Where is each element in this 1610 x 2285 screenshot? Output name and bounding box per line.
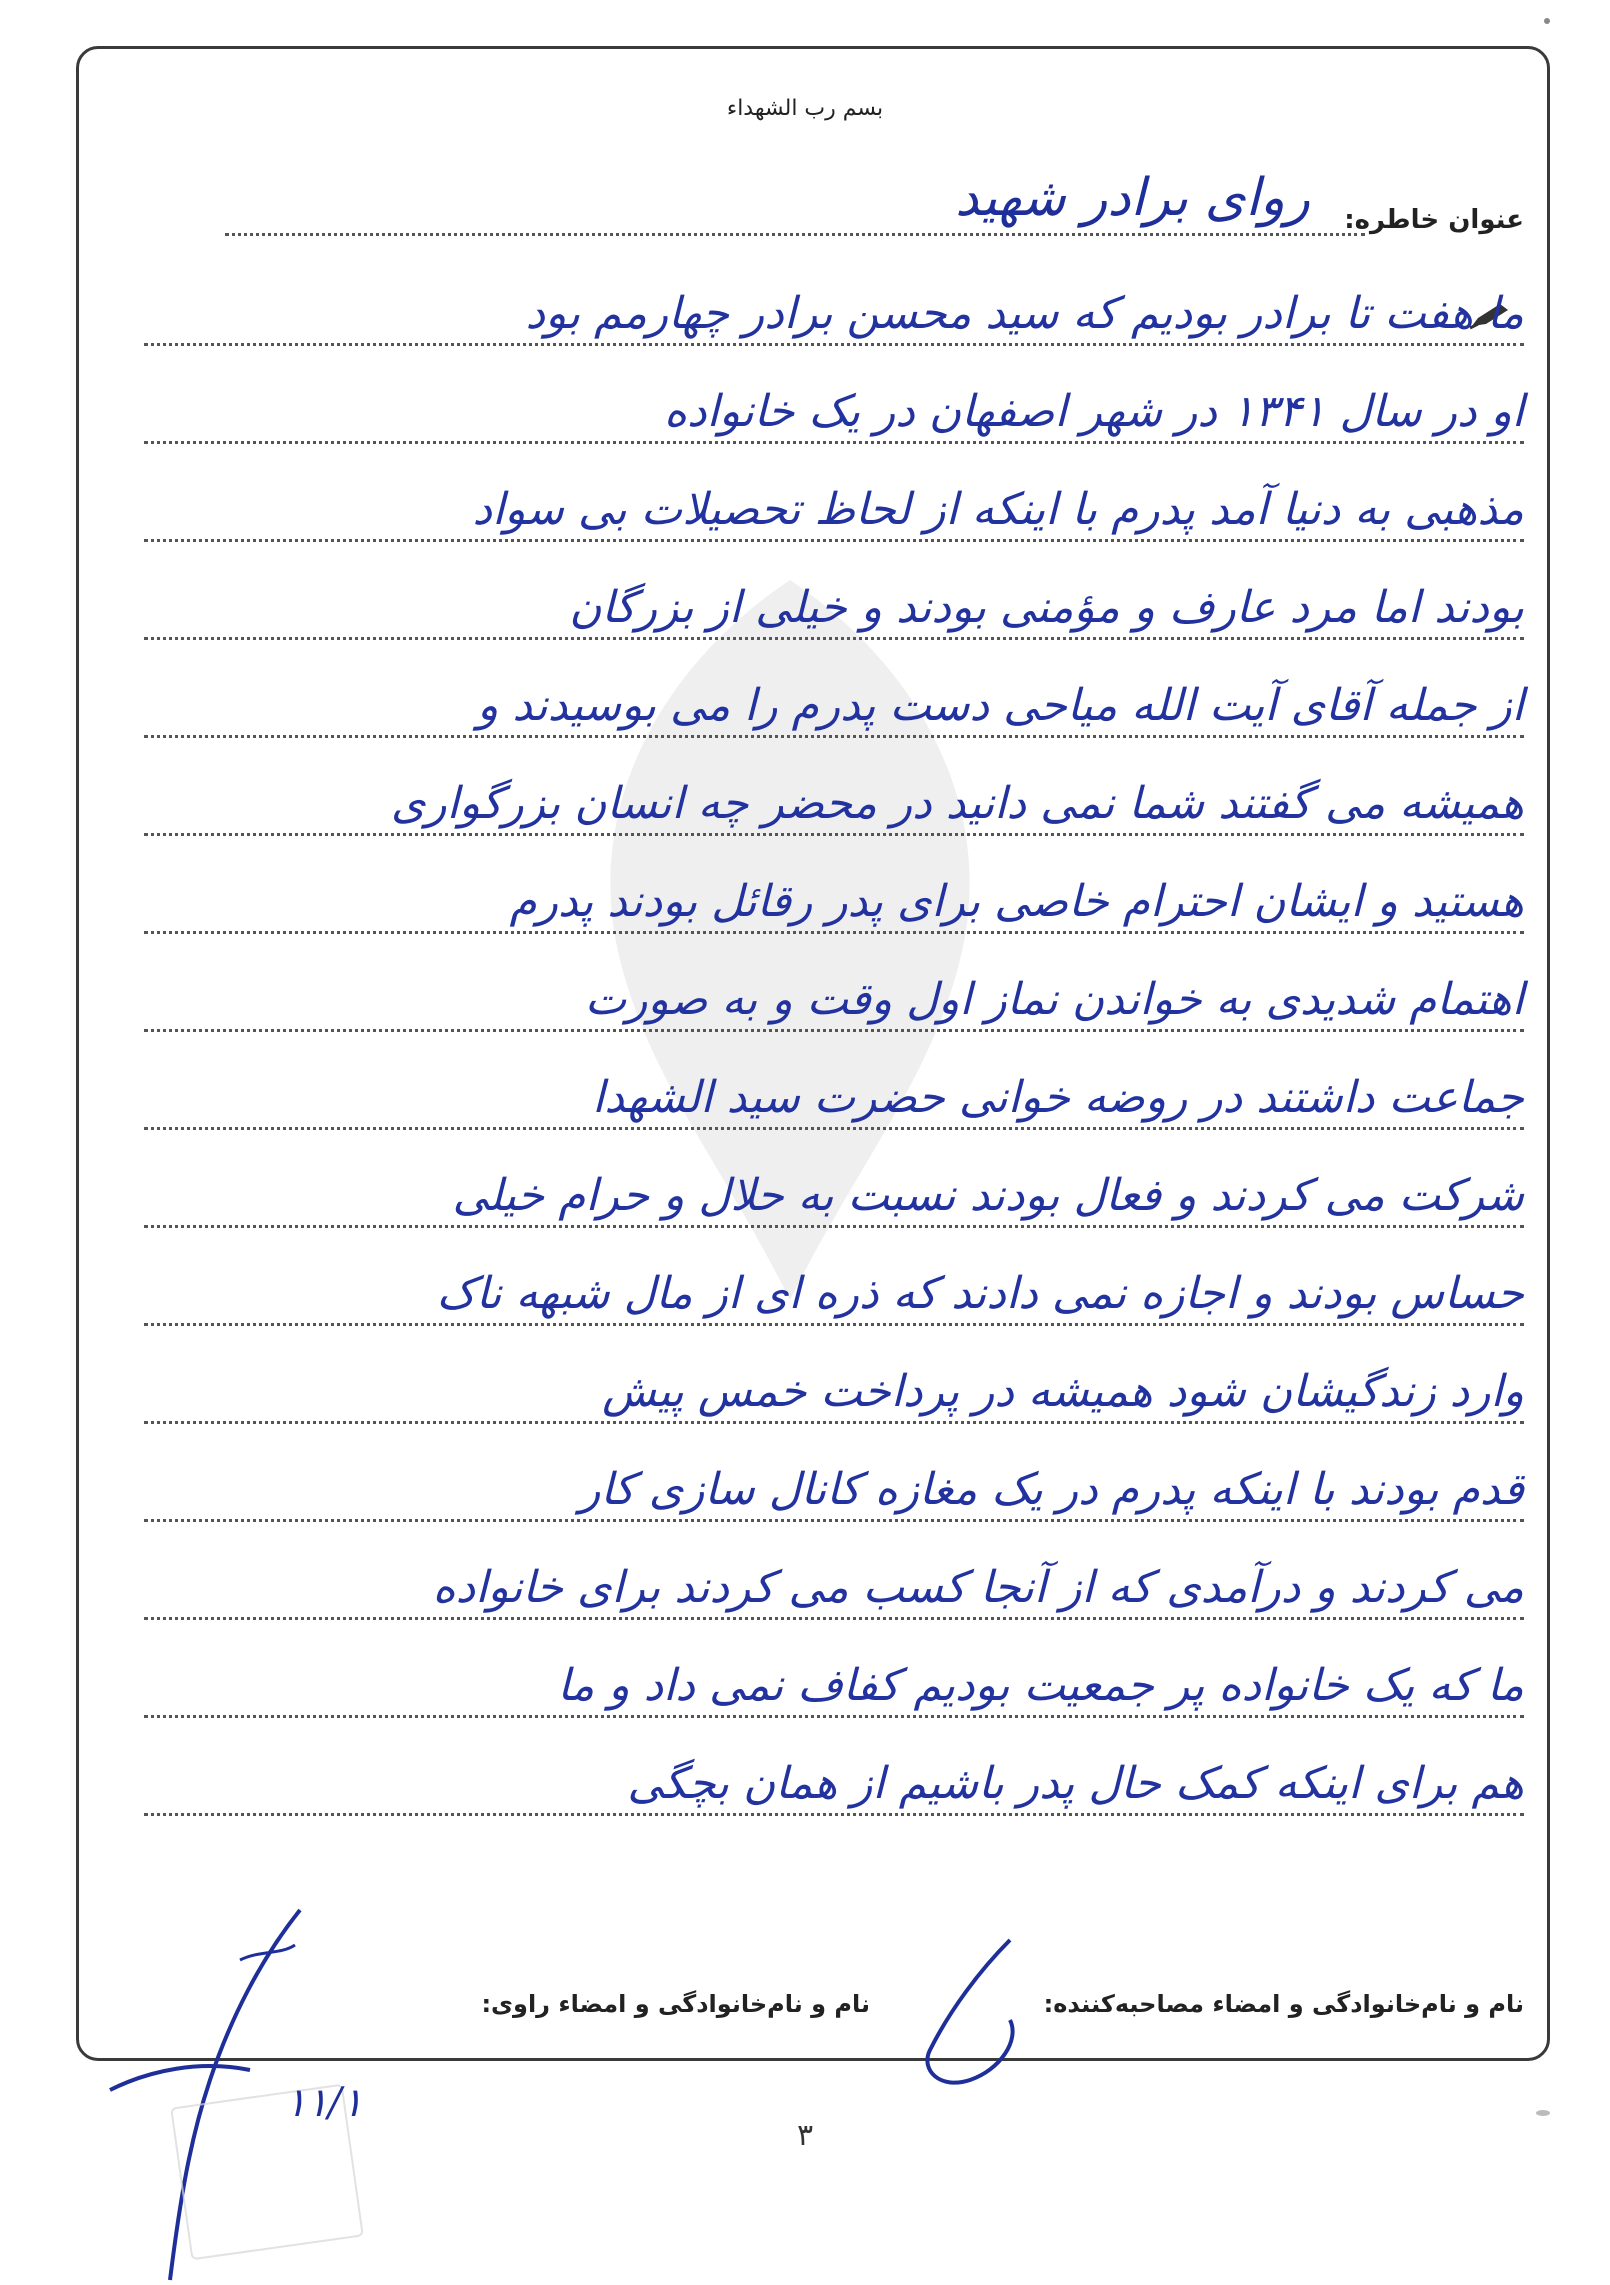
memoir-line: از جمله آقای آیت الله میاحی دست پدرم را می بوسیدند و <box>144 678 1524 738</box>
memoir-line: شرکت می کردند و فعال بودند نسبت به حلال و حرام خیلی <box>144 1168 1524 1228</box>
page-number: ۳ <box>796 2118 814 2153</box>
memoir-line: هستید و ایشان احترام خاصی برای پدر رقائل بودند پدرم <box>144 874 1524 934</box>
corner-mark-icon <box>1542 14 1552 28</box>
memoir-line: ما هفت تا برادر بودیم که سید محسن برادر چهارمم بود <box>144 286 1524 346</box>
memoir-line: ما که یک خانواده پر جمعیت بودیم کفاف نمی داد و ما <box>144 1658 1524 1718</box>
title-label: عنوان خاطره: <box>1344 205 1524 235</box>
title-dotted-line <box>225 233 1365 236</box>
memoir-line: مذهبی به دنیا آمد پدرم با اینکه از لحاظ تحصیلات بی سواد <box>144 482 1524 542</box>
memoir-line: بودند اما مرد عارف و مؤمنی بودند و خیلی از بزرگان <box>144 580 1524 640</box>
interviewer-signature <box>890 1930 1050 2100</box>
narrator-signature-label: نام و نام‌خانوادگی و امضاء راوی: <box>481 1990 870 2018</box>
memoir-title: روای برادر شهید <box>955 168 1310 228</box>
memoir-line: هم برای اینکه کمک حال پدر باشیم از همان بچگی <box>144 1756 1524 1816</box>
header-basmala: بسم رب الشهداء <box>726 96 884 121</box>
memoir-line: می کردند و درآمدی که از آنجا کسب می کردند برای خانواده <box>144 1560 1524 1620</box>
memoir-line: او در سال ۱۳۴۱ در شهر اصفهان در یک خانواده <box>144 384 1524 444</box>
signature-date: ۱۱/۱ <box>285 2080 363 2126</box>
memoir-line: وارد زندگیشان شود همیشه در پرداخت خمس پیش <box>144 1364 1524 1424</box>
memoir-line: اهتمام شدیدی به خواندن نماز اول وقت و به صورت <box>144 972 1524 1032</box>
margin-mark-icon <box>1534 2108 1552 2118</box>
memoir-line: جماعت داشتند در روضه خوانی حضرت سید الشهدا <box>144 1070 1524 1130</box>
memoir-line: قدم بودند با اینکه پدرم در یک مغازه کانال سازی کار <box>144 1462 1524 1522</box>
interviewer-signature-label: نام و نام‌خانوادگی و امضاء مصاحبه‌کننده: <box>1043 1990 1524 2018</box>
memoir-line: همیشه می گفتند شما نمی دانید در محضر چه انسان بزرگواری <box>144 776 1524 836</box>
memoir-line: حساس بودند و اجازه نمی دادند که ذره ای از مال شبهه ناک <box>144 1266 1524 1326</box>
